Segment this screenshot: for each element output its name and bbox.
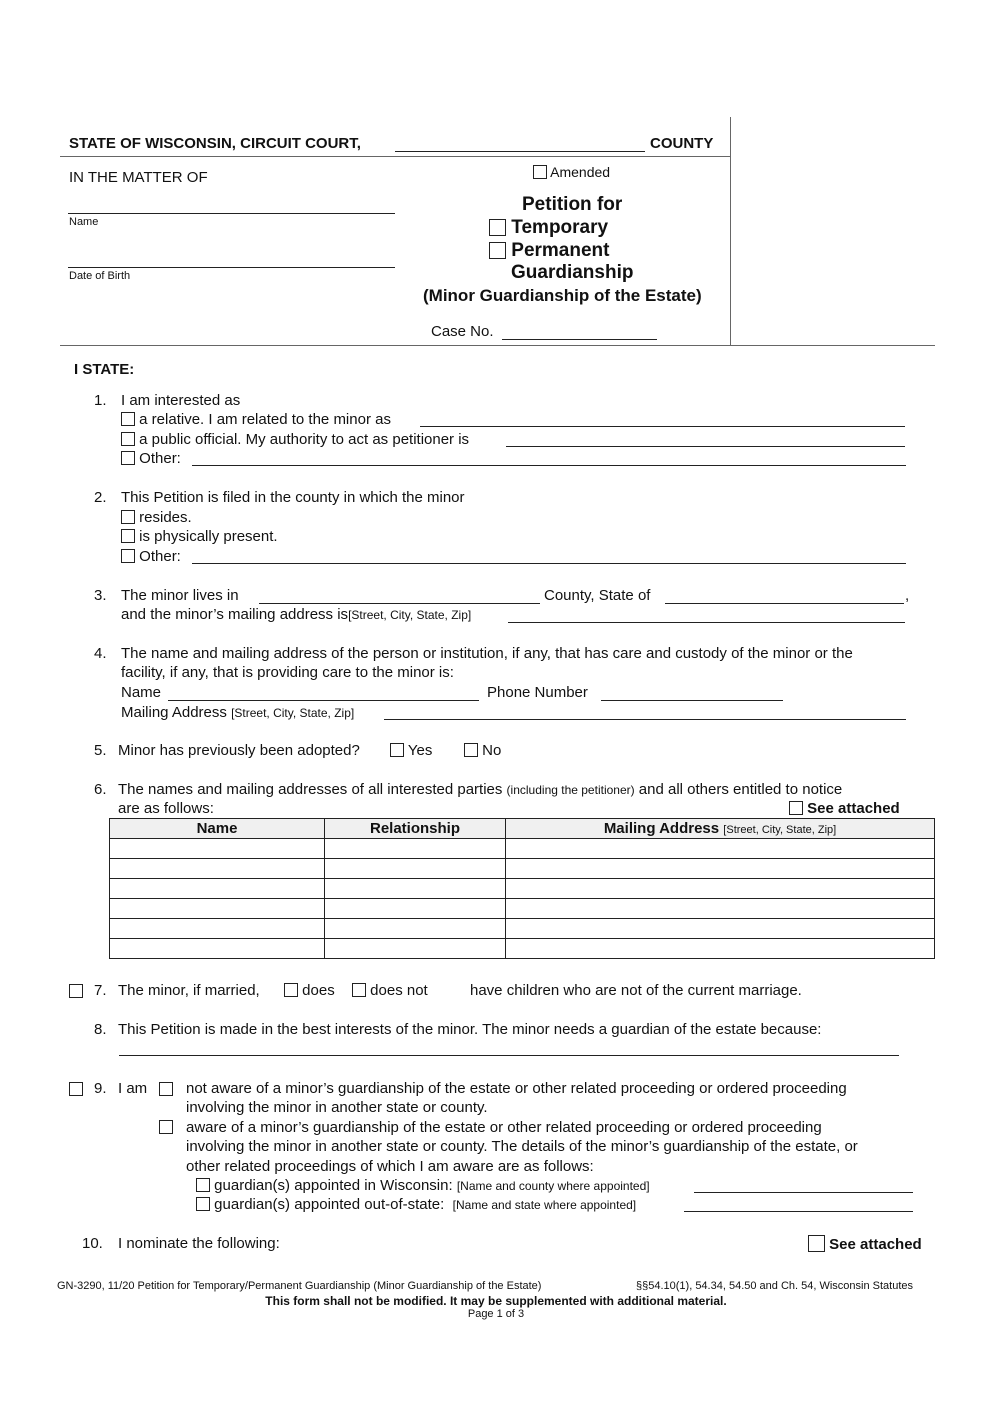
- out-of-state-guardian-field[interactable]: [684, 1211, 913, 1212]
- footer-page-number: Page 1 of 3: [467, 1308, 525, 1320]
- minor-mailing-label: [121, 606, 471, 623]
- relative-label: a relative. I am related to the minor as: [139, 411, 391, 428]
- amended-option[interactable]: [533, 164, 610, 180]
- table-row: [110, 919, 935, 939]
- item6-hint: (including the petitioner): [506, 783, 635, 797]
- out-of-state-guardian-label: guardian(s) appointed out-of-state:: [214, 1196, 445, 1213]
- minor-state-field[interactable]: [665, 603, 904, 604]
- amended-checkbox[interactable]: [533, 165, 547, 179]
- item2-intro: This Petition is filed in the county in which the minor: [121, 489, 465, 506]
- not-aware-checkbox[interactable]: [159, 1082, 173, 1096]
- mailing-address-header-text: Mailing Address: [603, 820, 720, 837]
- custodian-mailing-label: [121, 704, 354, 721]
- public-official-label: a public official. My authority to act as petitioner is: [139, 431, 470, 448]
- item1-intro: I am interested as: [121, 392, 241, 409]
- column-header-mailing-address: [506, 819, 935, 839]
- county-name-field[interactable]: [395, 151, 645, 152]
- adopted-no-option[interactable]: [464, 742, 501, 759]
- adopted-yes-label: Yes: [407, 742, 433, 759]
- item2-resides-option[interactable]: [121, 509, 192, 526]
- party-address-cell[interactable]: [506, 879, 935, 899]
- petition-subtitle: (Minor Guardianship of the Estate): [423, 286, 702, 305]
- item3-number: 3.: [94, 587, 107, 604]
- temporary-option[interactable]: [489, 217, 608, 239]
- out-of-state-guardian-option[interactable]: [196, 1196, 636, 1213]
- minor-lives-in-label: The minor lives in: [121, 587, 239, 604]
- party-name-cell[interactable]: [110, 879, 325, 899]
- item2-other-label: Other:: [139, 548, 181, 565]
- item4-line1: The name and mailing address of the person or institution, if any, that has care and custody of the minor or the: [121, 645, 853, 662]
- aware-line3: other related proceedings of which I am aware are as follows:: [186, 1158, 594, 1175]
- item2-other-checkbox[interactable]: [121, 549, 135, 563]
- wisconsin-guardian-option[interactable]: [196, 1177, 650, 1194]
- item2-present-option[interactable]: [121, 528, 278, 545]
- aware-line1: aware of a minor’s guardianship of the estate or other related proceeding or ordered proceeding: [186, 1119, 822, 1136]
- table-row: [110, 939, 935, 959]
- county-state-label: County, State of: [544, 587, 651, 604]
- item7-does-not-option[interactable]: [352, 982, 428, 999]
- party-relationship-cell[interactable]: [325, 839, 506, 859]
- other-label: Other:: [139, 450, 181, 467]
- case-no-label: Case No.: [431, 323, 494, 340]
- item9-i-am: I am: [118, 1080, 148, 1097]
- wisconsin-guardian-hint: [Name and county where appointed]: [456, 1179, 650, 1193]
- item5-number: 5.: [94, 742, 107, 759]
- in-the-matter-of: IN THE MATTER OF: [69, 169, 208, 186]
- wisconsin-guardian-field[interactable]: [694, 1192, 913, 1193]
- item10-see-attached-option[interactable]: [808, 1235, 922, 1253]
- custodian-name-field[interactable]: [168, 700, 479, 701]
- minor-name-field[interactable]: [68, 213, 395, 214]
- header-divider-top: [60, 156, 731, 157]
- item7-number: 7.: [94, 982, 107, 999]
- temporary-checkbox[interactable]: [489, 219, 506, 236]
- other-checkbox[interactable]: [121, 451, 135, 465]
- table-row: [110, 879, 935, 899]
- item4-line2: facility, if any, that is providing care to the minor is:: [121, 664, 454, 681]
- minor-county-field[interactable]: [259, 603, 540, 604]
- column-header-relationship: Relationship: [325, 819, 506, 839]
- party-relationship-cell[interactable]: [325, 899, 506, 919]
- item9-number: 9.: [94, 1080, 107, 1097]
- party-address-cell[interactable]: [506, 919, 935, 939]
- custodian-mailing-hint: [Street, City, State, Zip]: [231, 706, 355, 720]
- out-of-state-guardian-checkbox[interactable]: [196, 1197, 210, 1211]
- item6-see-attached-checkbox[interactable]: [789, 801, 803, 815]
- item7-text-b: have children who are not of the current marriage.: [470, 982, 802, 999]
- item10-see-attached-label: See attached: [829, 1236, 922, 1253]
- minor-mailing-field[interactable]: [508, 622, 905, 623]
- item4-number: 4.: [94, 645, 107, 662]
- footer-statutes: §§54.10(1), 54.34, 54.50 and Ch. 54, Wisconsin Statutes: [636, 1280, 914, 1292]
- does-checkbox[interactable]: [284, 983, 298, 997]
- item6-line1: [118, 781, 842, 798]
- authority-field[interactable]: [506, 446, 905, 447]
- party-name-cell[interactable]: [110, 839, 325, 859]
- table-header-row: [110, 819, 935, 839]
- custodian-mailing-text: Mailing Address: [121, 704, 227, 721]
- wisconsin-guardian-label: guardian(s) appointed in Wisconsin:: [214, 1177, 453, 1194]
- item2-other-field[interactable]: [192, 563, 906, 564]
- adopted-no-checkbox[interactable]: [464, 743, 478, 757]
- party-name-cell[interactable]: [110, 919, 325, 939]
- relation-field[interactable]: [420, 426, 905, 427]
- phone-number-label: Phone Number: [487, 684, 588, 701]
- item6-line2: are as follows:: [118, 800, 214, 817]
- mailing-address-header-hint: [Street, City, State, Zip]: [723, 824, 837, 836]
- party-relationship-cell[interactable]: [325, 919, 506, 939]
- item9-checkbox[interactable]: [69, 1082, 83, 1096]
- item7-does-option[interactable]: [284, 982, 335, 999]
- temporary-label: Temporary: [511, 217, 609, 238]
- case-number-field[interactable]: [502, 339, 657, 340]
- physically-present-checkbox[interactable]: [121, 529, 135, 543]
- permanent-label: Permanent: [511, 240, 610, 261]
- party-address-cell[interactable]: [506, 899, 935, 919]
- resides-checkbox[interactable]: [121, 510, 135, 524]
- table-row: [110, 859, 935, 879]
- amended-label: Amended: [550, 164, 611, 180]
- item1-relative-option[interactable]: [121, 411, 391, 428]
- guardian-reason-field[interactable]: [119, 1055, 899, 1056]
- party-relationship-cell[interactable]: [325, 939, 506, 959]
- item8-text: This Petition is made in the best interests of the minor. The minor needs a guardian of the estate because:: [118, 1021, 822, 1038]
- not-aware-line2: involving the minor in another state or county.: [186, 1099, 488, 1116]
- mailing-text: and the minor’s mailing address is: [121, 606, 349, 623]
- custodian-mailing-field[interactable]: [384, 719, 906, 720]
- mailing-hint: [Street, City, State, Zip]: [348, 608, 472, 622]
- aware-checkbox[interactable]: [159, 1120, 173, 1134]
- party-address-cell[interactable]: [506, 859, 935, 879]
- header-divider-bottom: [60, 345, 935, 346]
- item7-text-a: The minor, if married,: [118, 982, 260, 999]
- resides-label: resides.: [139, 509, 192, 526]
- comma: ,: [905, 587, 910, 604]
- permanent-option[interactable]: [489, 240, 609, 262]
- item6-text-b: and all others entitled to notice: [638, 781, 843, 798]
- item1-other-option[interactable]: [121, 450, 181, 467]
- item2-number: 2.: [94, 489, 107, 506]
- court-prefix: STATE OF WISCONSIN, CIRCUIT COURT,: [69, 135, 361, 152]
- item6-text-a: The names and mailing addresses of all interested parties: [118, 781, 503, 798]
- out-of-state-guardian-hint: [Name and state where appointed]: [452, 1198, 637, 1212]
- item10-number: 10.: [82, 1235, 103, 1252]
- header-right-border: [730, 117, 731, 346]
- party-address-cell[interactable]: [506, 839, 935, 859]
- guardianship-title: Guardianship: [511, 262, 634, 283]
- item6-number: 6.: [94, 781, 107, 798]
- table-row: [110, 839, 935, 859]
- date-of-birth-field[interactable]: [68, 267, 395, 268]
- county-label: COUNTY: [650, 135, 714, 152]
- dob-label: Date of Birth: [69, 270, 131, 282]
- petition-title: Petition for: [522, 194, 623, 215]
- column-header-name: Name: [110, 819, 325, 839]
- item6-see-attached-option[interactable]: [789, 800, 900, 817]
- item6-see-attached-label: See attached: [807, 800, 900, 817]
- custodian-name-label: Name: [121, 684, 162, 701]
- item1-public-official-option[interactable]: [121, 431, 469, 448]
- item10-see-attached-checkbox[interactable]: [808, 1235, 825, 1252]
- not-aware-line1: not aware of a minor’s guardianship of the estate or other related proceeding or ordered proceeding: [186, 1080, 847, 1097]
- aware-line2: involving the minor in another state or county. The details of the minor’s guardianship of the estate, or: [186, 1138, 858, 1155]
- phone-number-field[interactable]: [601, 700, 783, 701]
- adopted-yes-option[interactable]: [390, 742, 432, 759]
- item8-number: 8.: [94, 1021, 107, 1038]
- item10-text: I nominate the following:: [118, 1235, 280, 1252]
- physically-present-label: is physically present.: [139, 528, 278, 545]
- item1-other-field[interactable]: [192, 465, 906, 466]
- party-name-cell[interactable]: [110, 899, 325, 919]
- i-state-heading: I STATE:: [74, 361, 135, 378]
- wisconsin-guardian-checkbox[interactable]: [196, 1178, 210, 1192]
- adopted-no-label: No: [482, 742, 502, 759]
- party-relationship-cell[interactable]: [325, 879, 506, 899]
- item7-checkbox[interactable]: [69, 984, 83, 998]
- name-label: Name: [69, 216, 99, 228]
- party-address-cell[interactable]: [506, 939, 935, 959]
- item2-other-option[interactable]: [121, 548, 181, 565]
- party-name-cell[interactable]: [110, 939, 325, 959]
- interested-parties-table: [109, 818, 935, 959]
- footer-form-id: GN-3290, 11/20 Petition for Temporary/Permanent Guardianship (Minor Guardianship of the Estate): [57, 1280, 542, 1292]
- permanent-checkbox[interactable]: [489, 242, 506, 259]
- adopted-question: Minor has previously been adopted?: [118, 742, 360, 759]
- public-official-checkbox[interactable]: [121, 432, 135, 446]
- relative-checkbox[interactable]: [121, 412, 135, 426]
- party-relationship-cell[interactable]: [325, 859, 506, 879]
- footer-notice: This form shall not be modified. It may be supplemented with additional material.: [265, 1294, 727, 1308]
- adopted-yes-checkbox[interactable]: [390, 743, 404, 757]
- does-not-checkbox[interactable]: [352, 983, 366, 997]
- party-name-cell[interactable]: [110, 859, 325, 879]
- does-label: does: [302, 982, 335, 999]
- does-not-label: does not: [370, 982, 428, 999]
- item1-number: 1.: [94, 392, 107, 409]
- table-row: [110, 899, 935, 919]
